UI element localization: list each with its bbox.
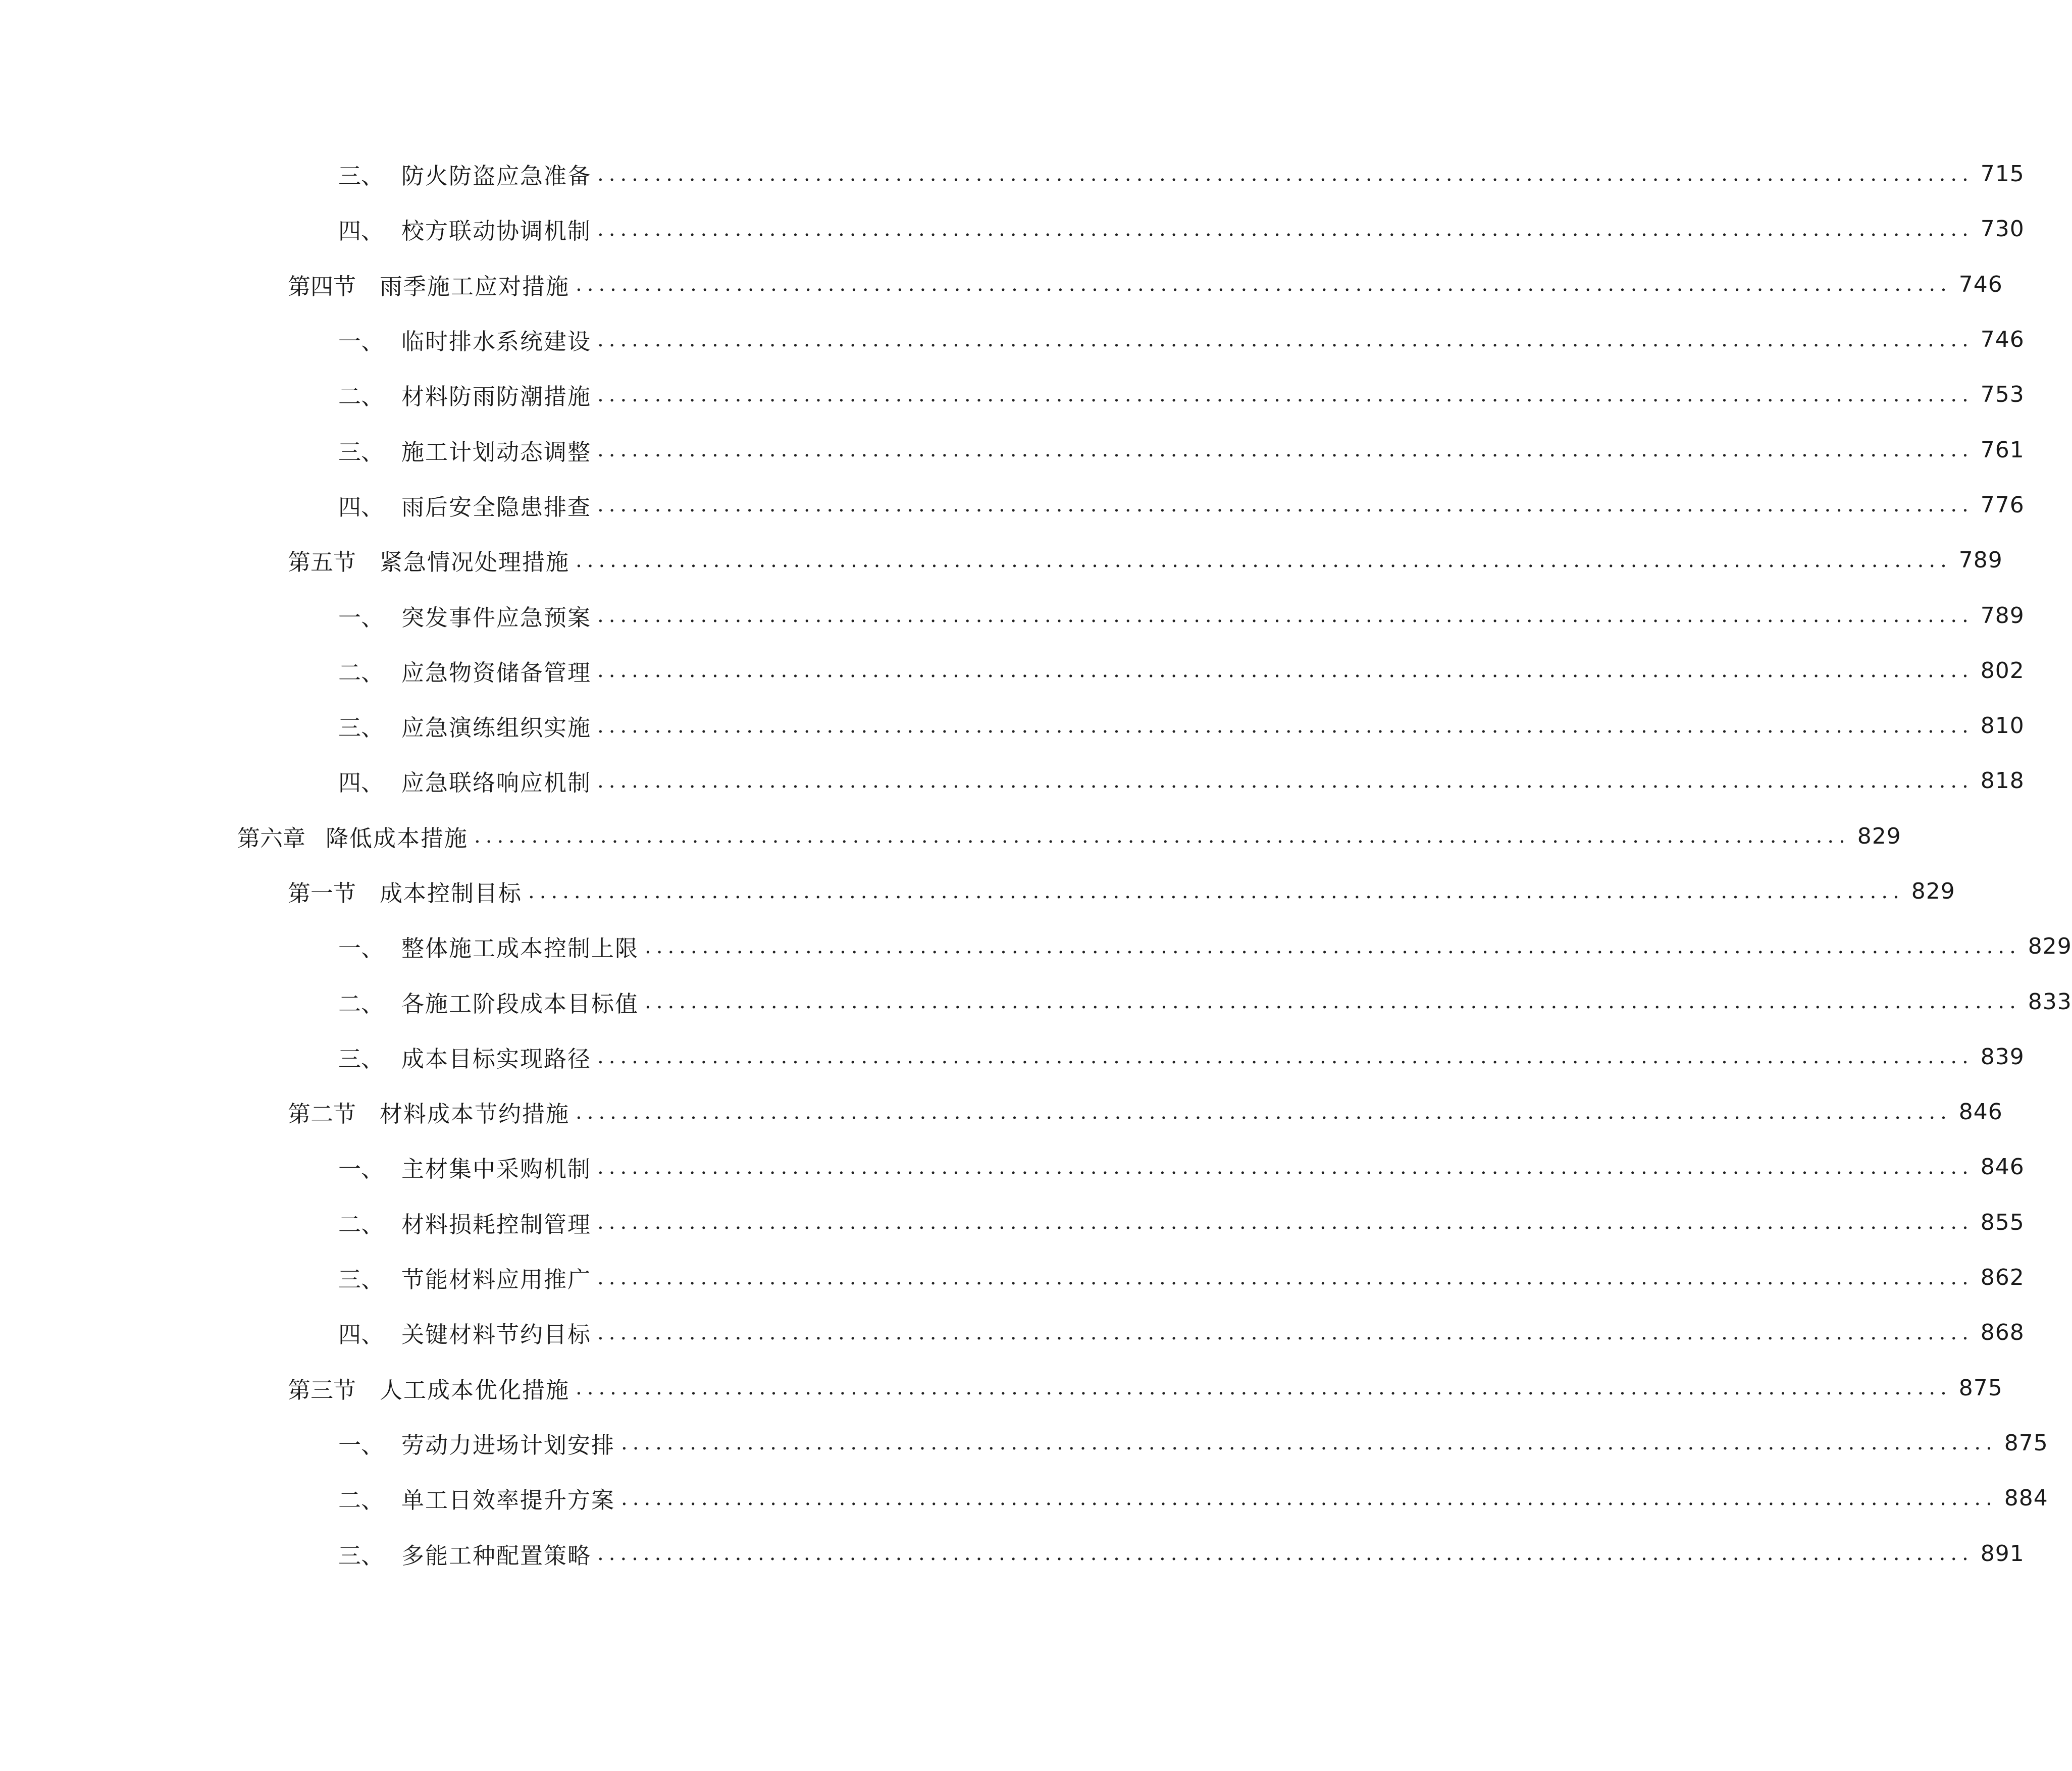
toc-entry[interactable] <box>0 698 2025 753</box>
toc-dot-leader: ........................................................................................................................ <box>576 1100 1952 1124</box>
toc-entry[interactable] <box>0 1250 2025 1305</box>
toc-entry[interactable] <box>0 753 2025 808</box>
toc-entry-title: 成本目标实现路径 <box>401 1045 592 1072</box>
toc-entry-number: 第五节 <box>288 549 356 576</box>
toc-entry-number: 第四节 <box>288 273 356 300</box>
toc-dot-leader: ........................................................................................................................ <box>474 824 1850 848</box>
toc-entry-title: 雨季施工应对措施 <box>380 273 570 300</box>
toc-entry-title: 成本控制目标 <box>380 880 523 907</box>
toc-entry-title: 劳动力进场计划安排 <box>401 1431 615 1459</box>
toc-entry[interactable] <box>0 422 2025 477</box>
toc-entry-title: 应急演练组织实施 <box>401 714 592 742</box>
toc-entry-page-number: 789 <box>1980 602 2025 629</box>
toc-entry-number: 一、 <box>338 1156 384 1183</box>
toc-entry-number: 三、 <box>338 1542 384 1569</box>
toc-entry-number: 第二节 <box>288 1101 356 1128</box>
toc-entry-page-number: 802 <box>1980 657 2025 684</box>
toc-entry[interactable] <box>0 1029 2025 1084</box>
toc-entry-page-number: 891 <box>1980 1540 2025 1567</box>
toc-dot-leader: ........................................................................................................................ <box>597 1266 1974 1289</box>
toc-entry-page-number: 875 <box>2004 1430 2048 1456</box>
toc-dot-leader: ........................................................................................................................ <box>597 328 1974 351</box>
toc-entry[interactable] <box>0 478 2025 533</box>
toc-entry-page-number: 829 <box>1857 823 1901 849</box>
toc-entry-title: 节能材料应用推广 <box>401 1266 592 1293</box>
toc-entry-number: 第三节 <box>288 1376 356 1403</box>
toc-entry-title: 主材集中采购机制 <box>401 1156 592 1183</box>
toc-entry-number: 一、 <box>338 1431 384 1459</box>
toc-entry-page-number: 753 <box>1980 382 2025 408</box>
toc-entry-title: 校方联动协调机制 <box>401 218 592 245</box>
toc-dot-leader: ........................................................................................................................ <box>621 1486 1997 1510</box>
toc-dot-leader: ........................................................................................................................ <box>597 383 1974 406</box>
toc-entry-number: 二、 <box>338 1487 384 1514</box>
toc-entry-number: 三、 <box>338 163 384 190</box>
toc-entry-title: 关键材料节约目标 <box>401 1321 592 1348</box>
toc-entry[interactable] <box>0 201 2025 256</box>
toc-entry-page-number: 884 <box>2004 1485 2048 1512</box>
toc-entry-page-number: 839 <box>1980 1044 2025 1070</box>
toc-entry-number: 二、 <box>338 383 384 410</box>
toc-entry[interactable] <box>0 257 2003 312</box>
toc-entry[interactable] <box>0 1416 2048 1471</box>
toc-dot-leader: ........................................................................................................................ <box>621 1431 1997 1455</box>
toc-entry-page-number: 875 <box>1958 1375 2003 1401</box>
toc-entry-page-number: 846 <box>1980 1154 2025 1180</box>
toc-entry[interactable] <box>0 919 2072 974</box>
toc-dot-leader: ........................................................................................................................ <box>597 438 1974 462</box>
toc-entry-number: 一、 <box>338 328 384 355</box>
toc-entry-number: 四、 <box>338 493 384 520</box>
toc-entry[interactable] <box>0 1526 2025 1581</box>
toc-entry-title: 防火防盗应急准备 <box>401 163 592 190</box>
toc-entry-page-number: 761 <box>1980 437 2025 463</box>
toc-entry[interactable] <box>0 1084 2003 1139</box>
toc-entry-page-number: 855 <box>1980 1209 2025 1235</box>
toc-dot-leader: ........................................................................................................................ <box>597 659 1974 683</box>
toc-entry[interactable] <box>0 533 2003 588</box>
table-of-contents <box>0 146 2072 1581</box>
toc-entry[interactable] <box>0 146 2025 201</box>
toc-dot-leader: ........................................................................................................................ <box>576 548 1952 572</box>
toc-entry[interactable] <box>0 1471 2048 1526</box>
toc-dot-leader: ........................................................................................................................ <box>597 604 1974 628</box>
toc-entry-number: 二、 <box>338 659 384 686</box>
toc-entry-page-number: 776 <box>1980 492 2025 518</box>
toc-entry-page-number: 730 <box>1980 216 2025 242</box>
toc-dot-leader: ........................................................................................................................ <box>597 1211 1974 1234</box>
toc-entry-title: 施工计划动态调整 <box>401 438 592 465</box>
toc-entry-page-number: 746 <box>1980 327 2025 353</box>
toc-entry[interactable] <box>0 864 1955 919</box>
toc-entry-title: 单工日效率提升方案 <box>401 1487 615 1514</box>
toc-dot-leader: ........................................................................................................................ <box>597 162 1974 186</box>
toc-entry-page-number: 833 <box>2028 988 2072 1015</box>
toc-entry[interactable] <box>0 1195 2025 1250</box>
toc-entry-page-number: 868 <box>1980 1320 2025 1346</box>
toc-entry-number: 四、 <box>338 218 384 245</box>
toc-dot-leader: ........................................................................................................................ <box>597 1542 1974 1566</box>
toc-entry[interactable] <box>0 643 2025 698</box>
toc-entry-number: 四、 <box>338 1321 384 1348</box>
toc-entry-page-number: 789 <box>1958 547 2003 574</box>
toc-entry-title: 降低成本措施 <box>326 824 469 852</box>
toc-dot-leader: ........................................................................................................................ <box>576 273 1952 296</box>
toc-entry-number: 三、 <box>338 438 384 465</box>
toc-entry[interactable] <box>0 588 2025 643</box>
toc-entry[interactable] <box>0 1139 2025 1194</box>
toc-entry-number: 一、 <box>338 935 384 962</box>
toc-entry-page-number: 829 <box>1911 878 1955 904</box>
toc-entry-number: 第六章 <box>237 824 306 852</box>
toc-entry-number: 二、 <box>338 1211 384 1238</box>
toc-dot-leader: ........................................................................................................................ <box>597 714 1974 738</box>
toc-entry-title: 材料损耗控制管理 <box>401 1211 592 1238</box>
toc-entry-number: 三、 <box>338 1266 384 1293</box>
toc-entry-page-number: 829 <box>2028 933 2072 960</box>
toc-entry[interactable] <box>0 1305 2025 1360</box>
toc-dot-leader: ........................................................................................................................ <box>597 1321 1974 1344</box>
toc-dot-leader: ........................................................................................................................ <box>597 1045 1974 1069</box>
toc-entry-title: 雨后安全隐患排查 <box>401 493 592 520</box>
toc-entry-page-number: 746 <box>1958 271 2003 297</box>
toc-entry[interactable] <box>0 974 2072 1029</box>
toc-entry-number: 一、 <box>338 604 384 631</box>
toc-dot-leader: ........................................................................................................................ <box>576 1376 1952 1400</box>
toc-entry-title: 多能工种配置策略 <box>401 1542 592 1569</box>
toc-dot-leader: ........................................................................................................................ <box>597 1155 1974 1179</box>
toc-dot-leader: ........................................................................................................................ <box>597 493 1974 517</box>
toc-entry-number: 三、 <box>338 714 384 742</box>
toc-entry-number: 二、 <box>338 990 384 1017</box>
toc-entry-page-number: 715 <box>1980 161 2025 187</box>
toc-dot-leader: ........................................................................................................................ <box>597 217 1974 241</box>
toc-entry-title: 整体施工成本控制上限 <box>401 935 639 962</box>
toc-entry[interactable] <box>0 312 2025 367</box>
toc-entry-title: 材料防雨防潮措施 <box>401 383 592 410</box>
toc-dot-leader: ........................................................................................................................ <box>528 879 1904 903</box>
toc-entry[interactable] <box>0 809 1901 864</box>
toc-dot-leader: ........................................................................................................................ <box>645 990 2021 1014</box>
toc-entry-title: 人工成本优化措施 <box>380 1376 570 1403</box>
toc-entry-title: 紧急情况处理措施 <box>380 549 570 576</box>
toc-entry-title: 临时排水系统建设 <box>401 328 592 355</box>
toc-dot-leader: ........................................................................................................................ <box>597 769 1974 793</box>
toc-entry-page-number: 862 <box>1980 1265 2025 1291</box>
toc-entry-page-number: 846 <box>1958 1099 2003 1125</box>
toc-entry-page-number: 810 <box>1980 713 2025 739</box>
toc-entry[interactable] <box>0 367 2025 422</box>
toc-entry[interactable] <box>0 1361 2003 1416</box>
toc-entry-title: 材料成本节约措施 <box>380 1101 570 1128</box>
toc-entry-title: 应急联络响应机制 <box>401 769 592 797</box>
toc-dot-leader: ........................................................................................................................ <box>645 934 2021 958</box>
toc-entry-title: 各施工阶段成本目标值 <box>401 990 639 1017</box>
toc-entry-number: 三、 <box>338 1045 384 1072</box>
toc-entry-page-number: 818 <box>1980 768 2025 794</box>
toc-entry-title: 突发事件应急预案 <box>401 604 592 631</box>
toc-entry-number: 第一节 <box>288 880 356 907</box>
toc-entry-number: 四、 <box>338 769 384 797</box>
toc-entry-title: 应急物资储备管理 <box>401 659 592 686</box>
